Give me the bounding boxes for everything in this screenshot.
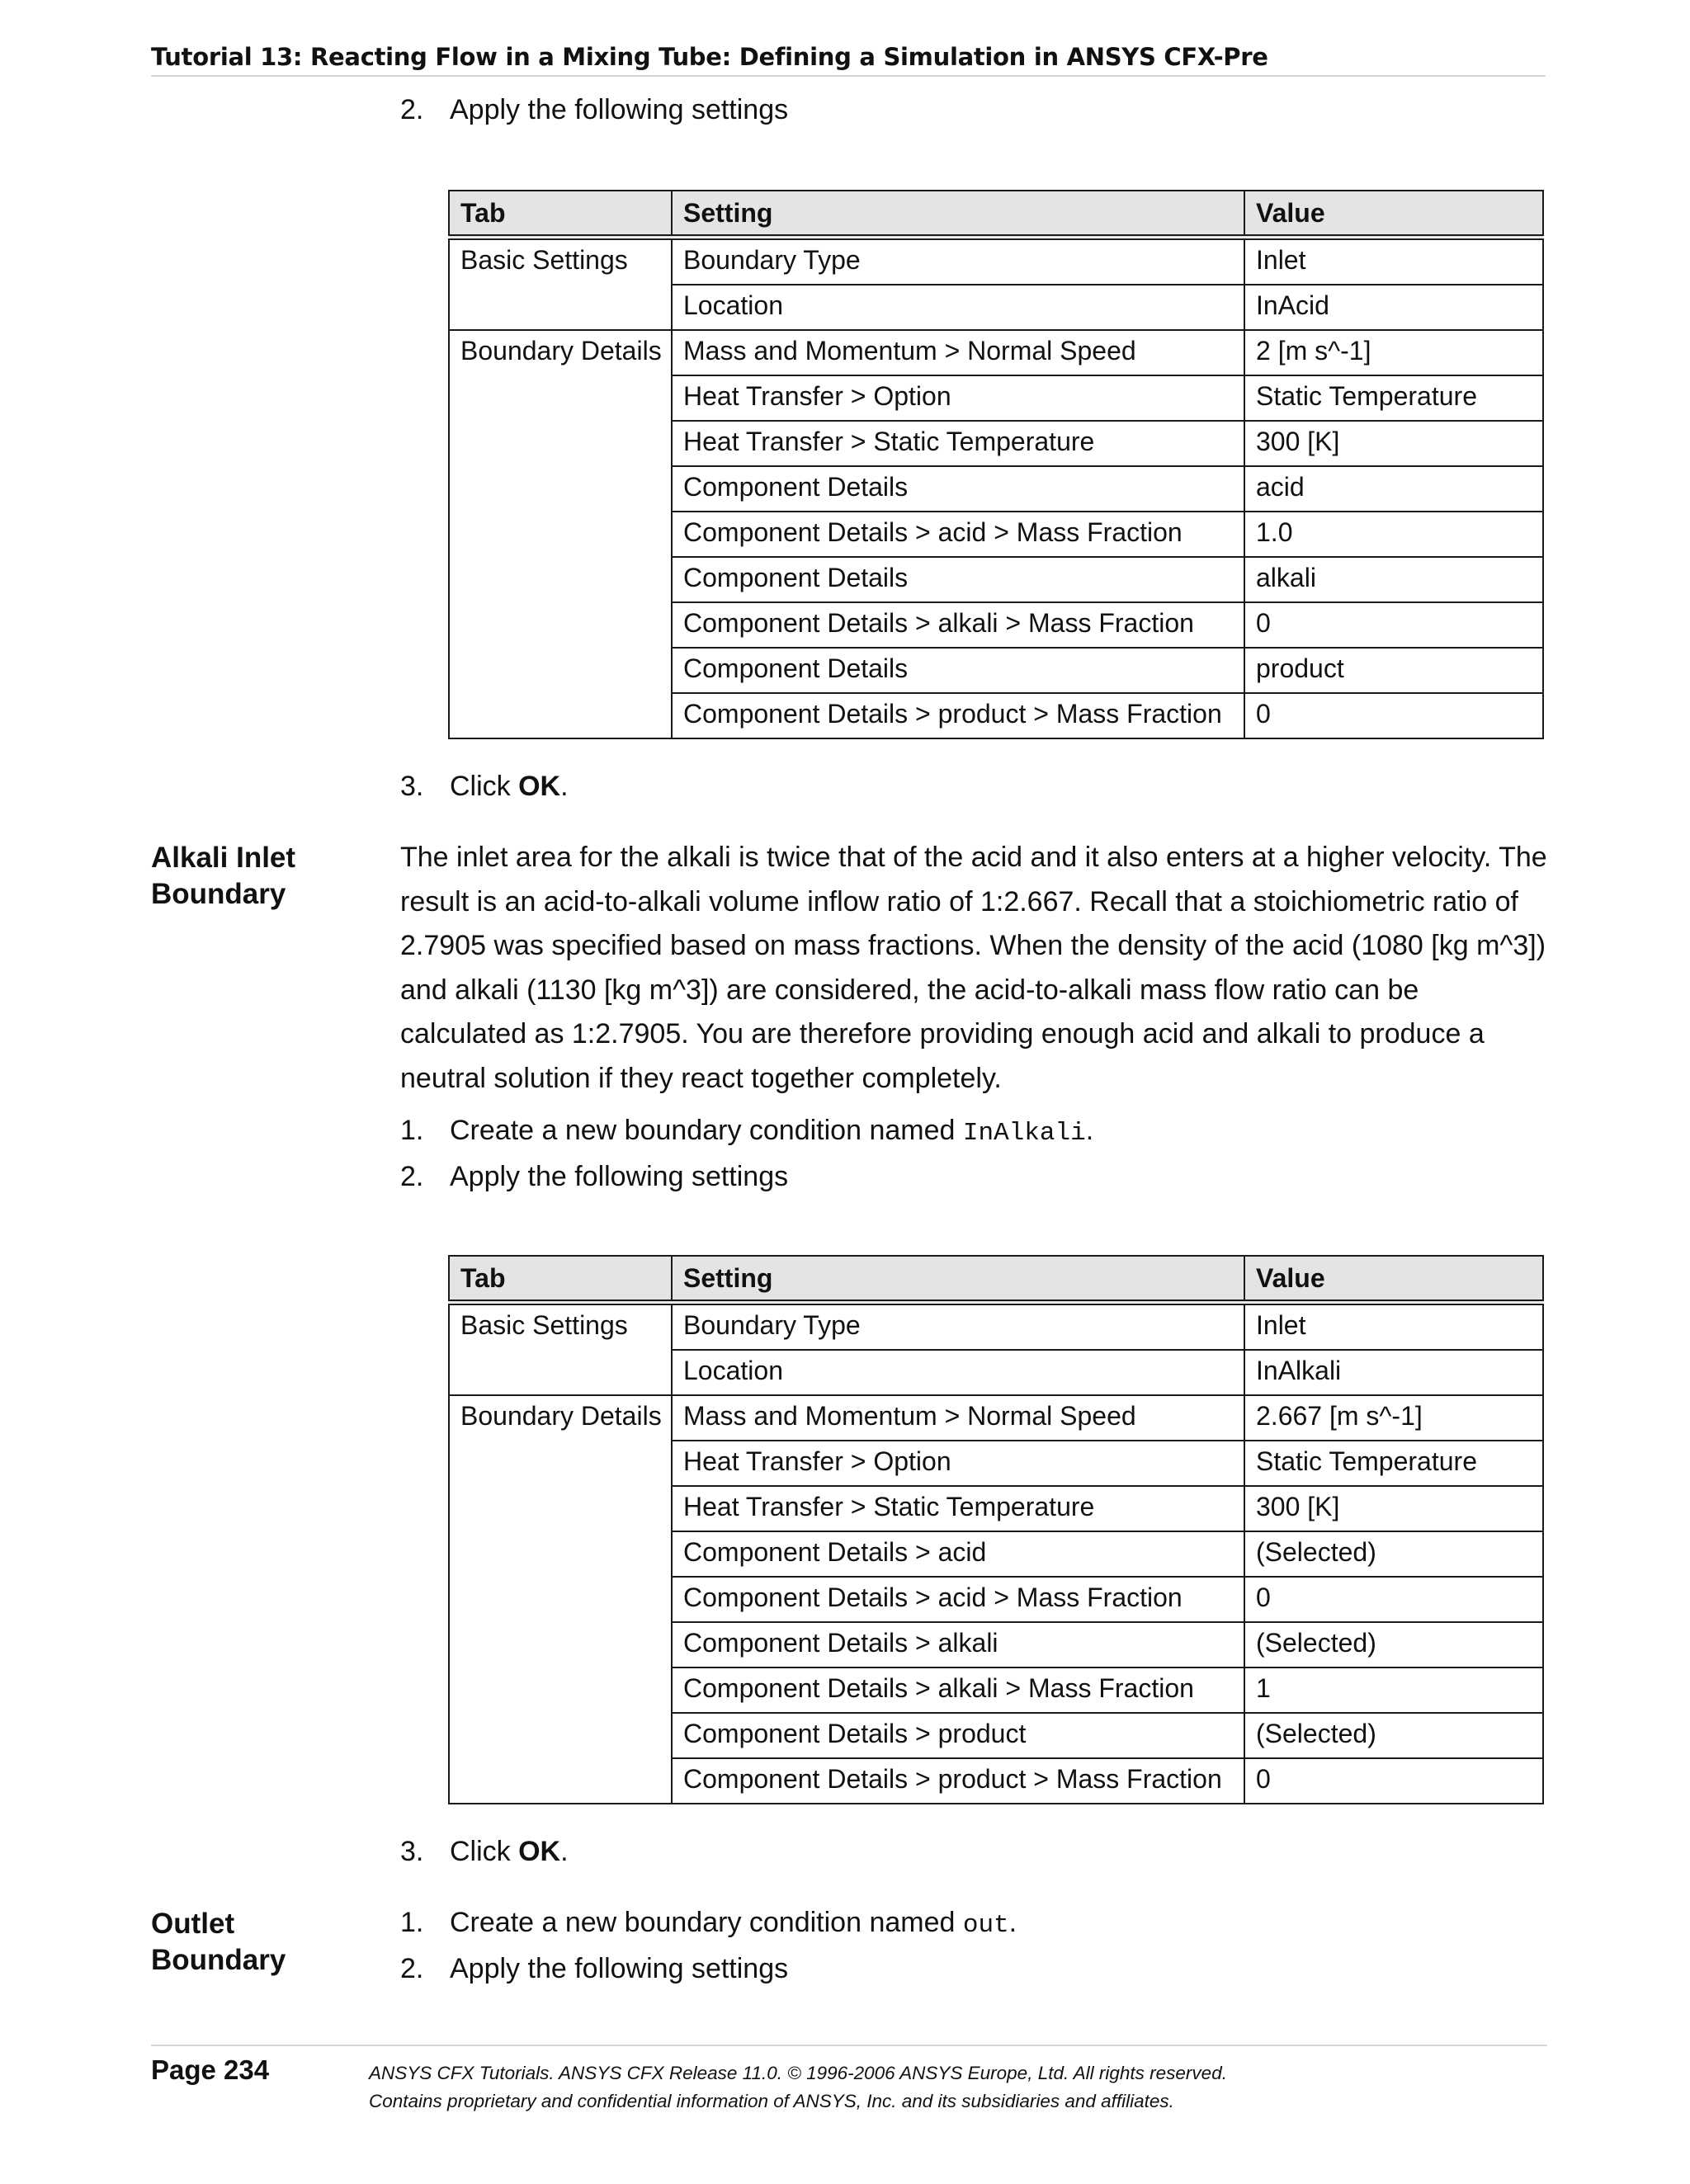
table-row — [449, 330, 1543, 375]
acid-settings-table — [448, 190, 1544, 739]
setting-cell: Boundary Type — [672, 1303, 1244, 1351]
ok-label: OK — [518, 1836, 561, 1867]
value-cell: Inlet — [1244, 238, 1543, 285]
value-cell: 1.0 — [1244, 512, 1543, 557]
step-number: 2. — [400, 1161, 424, 1192]
setting-cell: Component Details > product > Mass Fraction — [672, 1758, 1244, 1804]
setting-cell: Location — [672, 1350, 1244, 1395]
setting-cell: Component Details > alkali — [672, 1622, 1244, 1667]
header-setting: Setting — [672, 191, 1244, 238]
tab-cell: Boundary Details — [449, 330, 672, 738]
step-click-ok-alkali: 3. Click OK. — [400, 1836, 569, 1867]
value-cell: 2.667 [m s^-1] — [1244, 1395, 1543, 1441]
value-cell: Static Temperature — [1244, 375, 1543, 421]
header-tab: Tab — [449, 1256, 672, 1303]
step-create-out: 1. Create a new boundary condition named out. — [400, 1907, 1017, 1940]
value-cell: Static Temperature — [1244, 1441, 1543, 1486]
setting-cell: Heat Transfer > Option — [672, 375, 1244, 421]
setting-cell: Mass and Momentum > Normal Speed — [672, 330, 1244, 375]
outlet-boundary-heading: Outlet Boundary — [151, 1908, 286, 1976]
value-cell: Inlet — [1244, 1303, 1543, 1351]
page-header: Tutorial 13: Reacting Flow in a Mixing Tube: Defining a Simulation in ANSYS CFX-Pre — [151, 43, 1546, 77]
setting-cell: Component Details — [672, 557, 1244, 602]
header-tab: Tab — [449, 191, 672, 238]
setting-cell: Component Details > acid > Mass Fraction — [672, 512, 1244, 557]
value-cell: product — [1244, 648, 1543, 693]
step-text: Apply the following settings — [450, 1953, 789, 1984]
value-cell: (Selected) — [1244, 1531, 1543, 1577]
step-text: Apply the following settings — [450, 94, 789, 125]
step-apply-settings-alkali — [400, 1160, 788, 1193]
setting-cell: Component Details — [672, 648, 1244, 693]
value-cell: 0 — [1244, 602, 1543, 648]
tab-cell: Basic Settings — [449, 238, 672, 331]
header-value: Value — [1244, 191, 1543, 238]
value-cell: 0 — [1244, 1577, 1543, 1622]
alkali-settings-table — [448, 1255, 1544, 1804]
step-apply-settings-acid — [400, 93, 788, 126]
value-cell: 2 [m s^-1] — [1244, 330, 1543, 375]
value-cell: 0 — [1244, 693, 1543, 738]
footer-divider — [151, 2045, 1547, 2046]
boundary-name-code: out — [962, 1911, 1009, 1940]
setting-cell: Component Details > acid > Mass Fraction — [672, 1577, 1244, 1622]
setting-cell: Boundary Type — [672, 238, 1244, 285]
boundary-name-code: InAlkali — [962, 1119, 1086, 1148]
step-number: 1. — [400, 1115, 424, 1146]
page-number: Page 234 — [151, 2054, 270, 2085]
table-row — [449, 1395, 1543, 1441]
step-number: 3. — [400, 1836, 424, 1867]
header-value: Value — [1244, 1256, 1543, 1303]
footer-copyright: ANSYS CFX Tutorials. ANSYS CFX Release 11.0. © 1996-2006 ANSYS Europe, Ltd. All rights reserved. Contains proprietary and confidential information of ANSYS, Inc. and its subsidiaries and affiliates. — [369, 2063, 1227, 2111]
value-cell: InAcid — [1244, 285, 1543, 330]
step-number: 2. — [400, 1953, 424, 1984]
value-cell: 1 — [1244, 1667, 1543, 1713]
setting-cell: Location — [672, 285, 1244, 330]
setting-cell: Component Details > product — [672, 1713, 1244, 1758]
table-row — [449, 1303, 1543, 1351]
value-cell: InAlkali — [1244, 1350, 1543, 1395]
table-header-row — [449, 191, 1543, 238]
setting-cell: Mass and Momentum > Normal Speed — [672, 1395, 1244, 1441]
step-create-inalkali: 1. Create a new boundary condition named InAlkali. — [400, 1115, 1094, 1148]
setting-cell: Component Details > product > Mass Fraction — [672, 693, 1244, 738]
step-number: 1. — [400, 1907, 424, 1938]
alkali-description: The inlet area for the alkali is twice that of the acid and it also enters at a higher velocity. The result is an acid-to-alkali volume inflow ratio of 1:2.667. Recall that a stoichiometric ratio of 2.7905 was specified based on mass fractions. When the density of the acid (1080 [kg m^3]) and alkali (1130 [kg m^3]) are considered, the acid-to-alkali mass flow ratio can be calculated as 1:2.7905. You are therefore providing enough acid and alkali to produce a neutral solution if they react together completely. — [400, 842, 1547, 1094]
step-apply-settings-outlet — [400, 1952, 788, 1985]
step-click-ok-acid: 3. Click OK. — [400, 771, 569, 802]
value-cell: 300 [K] — [1244, 421, 1543, 466]
setting-cell: Heat Transfer > Static Temperature — [672, 1486, 1244, 1531]
value-cell: acid — [1244, 466, 1543, 512]
header-setting: Setting — [672, 1256, 1244, 1303]
setting-cell: Heat Transfer > Option — [672, 1441, 1244, 1486]
tab-cell: Basic Settings — [449, 1303, 672, 1396]
value-cell: (Selected) — [1244, 1713, 1543, 1758]
alkali-inlet-heading: Alkali Inlet Boundary — [151, 842, 296, 910]
value-cell: 300 [K] — [1244, 1486, 1543, 1531]
step-number: 3. — [400, 771, 424, 802]
value-cell: 0 — [1244, 1758, 1543, 1804]
value-cell: alkali — [1244, 557, 1543, 602]
tab-cell: Boundary Details — [449, 1395, 672, 1804]
setting-cell: Component Details — [672, 466, 1244, 512]
ok-label: OK — [518, 771, 561, 802]
step-text: Apply the following settings — [450, 1161, 789, 1192]
table-row — [449, 238, 1543, 285]
setting-cell: Component Details > acid — [672, 1531, 1244, 1577]
value-cell: (Selected) — [1244, 1622, 1543, 1667]
table-header-row — [449, 1256, 1543, 1303]
step-number: 2. — [400, 94, 424, 125]
setting-cell: Component Details > alkali > Mass Fraction — [672, 1667, 1244, 1713]
setting-cell: Component Details > alkali > Mass Fraction — [672, 602, 1244, 648]
setting-cell: Heat Transfer > Static Temperature — [672, 421, 1244, 466]
